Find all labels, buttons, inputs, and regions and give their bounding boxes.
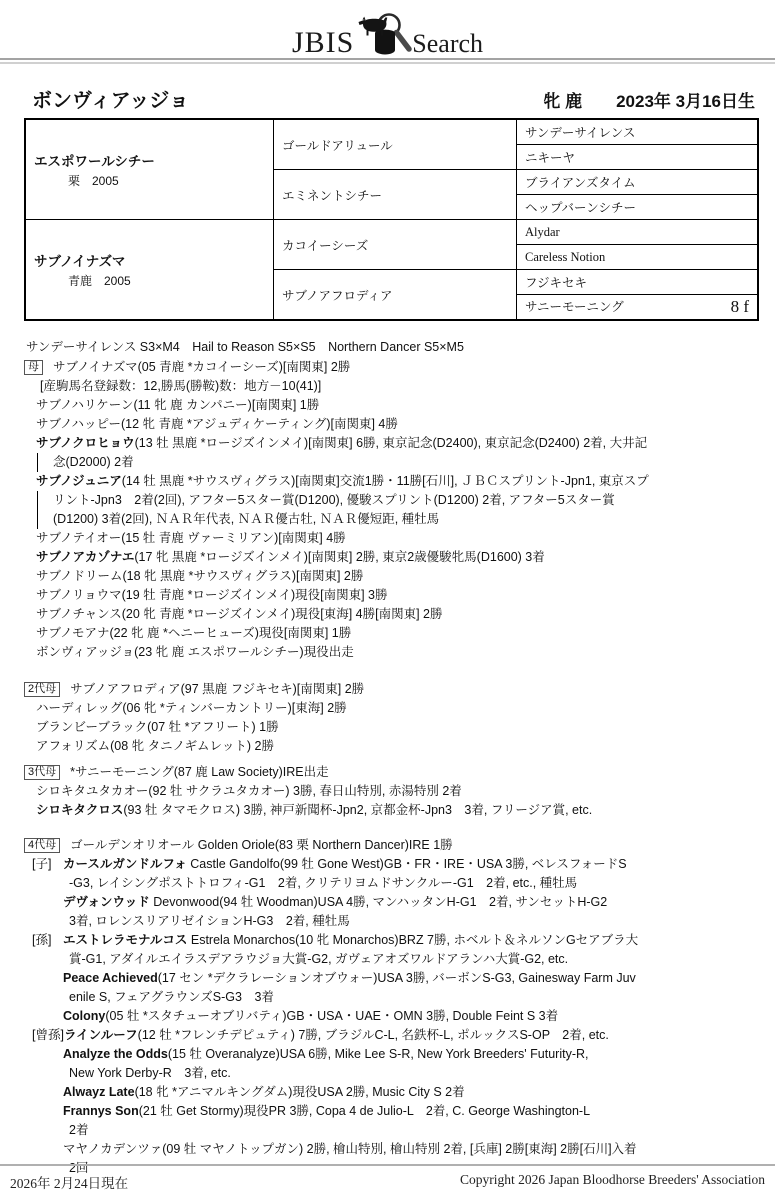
offspring-line: Alwayz Late(18 牝 *アニマルキングダム)現役USA 2勝, Music City S 2着 (63, 1085, 465, 1099)
section-head (24, 680, 755, 699)
horse-name-bold: シロキタクロス (36, 803, 124, 817)
relation-label: [子] (32, 857, 52, 871)
section-label-badge: 4代母 (24, 838, 60, 853)
ancestor-coat-year: 青鹿 2005 (68, 274, 131, 288)
offspring-line: [曾孫]ラインルーフ(12 牡 *フレンチデピュティ) 7勝, ブラジルC-L, 名鉄杯-L, ポルックスS-OP 2着, etc. (24, 1026, 755, 1045)
horse-name-bold: Colony (63, 1009, 106, 1023)
offspring-line: サブノモアナ(22 牝 鹿 *ヘニーヒューズ)現役[南関東] 1勝 (36, 626, 352, 640)
inbreeding-line: サンデーサイレンス S3×M4 Hail to Reason S5×S5 Northern Dancer S5×M5 (26, 340, 464, 354)
ink-pot-body-icon (375, 33, 395, 55)
offspring-line: シロキタクロス(93 牡 タマモクロス) 3勝, 神戸新聞杯-Jpn2, 京都金杯-Jpn3 3着, フリージア賞, etc. (36, 803, 593, 817)
pedigree-cell-grandparent: フジキセキ (517, 270, 759, 295)
logo-search-text: Search (412, 29, 484, 58)
offspring-line: Colony(05 牡 *スタチューオブリバティ)GB・USA・UAE・OMN 3勝, Double Feint S 3着 (63, 1009, 559, 1023)
offspring-line: アフォリズム(08 牝 タニノギムレット) 2勝 (36, 739, 274, 753)
offspring-line: サブノクロヒョウ(13 牡 黒鹿 *ロージズインメイ)[南関東] 6勝, 東京記念(D2400), 東京記念(D2400) 2着, 大井記 (36, 436, 648, 450)
section-3代母 (24, 763, 755, 820)
as-of-date: 2026年 2月24日現在 (10, 1176, 129, 1191)
relation-label: [曾孫] (32, 1028, 64, 1042)
continuation-line: (D1200) 3着(2回), ＮＡＲ年代表, ＮＡＲ優古牡, ＮＡＲ優短距, 種牡馬 (24, 510, 755, 529)
pedigree-cell-grandparent: ヘップバーンシチー (517, 195, 759, 220)
section-母 (24, 358, 755, 662)
section-head-text: ゴールデンオリオール Golden Oriole(83 栗 Northern Dancer)IRE 1勝 (70, 838, 453, 852)
horse-name-bold: サブノアカゾナエ (36, 550, 135, 564)
section-head (24, 763, 755, 782)
magnifier-handle-icon (397, 33, 410, 50)
horse-icon (359, 17, 388, 36)
title-bar (24, 84, 755, 110)
offspring-line: サブノリョウマ(19 牡 青鹿 *ロージズインメイ)現役[南関東] 3勝 (36, 588, 388, 602)
pedigree-cell-grandparent: Alydar (517, 220, 759, 245)
section-label-badge: 3代母 (24, 765, 60, 780)
offspring-line: サブノハッピー(12 牝 青鹿 *アジュディケーティング)[南関東] 4勝 (36, 417, 398, 431)
offspring-line: ハーディレッグ(06 牝 *ティンバーカントリー)[東海] 2勝 (36, 701, 347, 715)
pedigree-cell-grandparent: サンデーサイレンス (517, 119, 759, 145)
horse-name-bold: Analyze the Odds (63, 1047, 168, 1061)
continuation-line: 賞-G1, アダイルエイラスデアラウジョ大賞-G2, ガヴェアオズワルドアランハ大賞-G2, etc. (69, 952, 569, 966)
horse-name-bold: エストレラモナルコス (63, 933, 188, 947)
logo-horse-magnifier-icon (351, 12, 419, 60)
jbis-logo (0, 0, 775, 58)
horse-name-bold: サブノジュニア (36, 474, 122, 488)
offspring-sections (24, 358, 755, 1178)
pedigree-cell-grandparent: ニキーヤ (517, 145, 759, 170)
offspring-line: Peace Achieved(17 セン *デクラレーションオブウォー)USA 3勝, バーボンS-G3, Gainesway Farm Juv (63, 971, 636, 985)
offspring-line: ボンヴィアッジョ(23 牝 鹿 エスポワールシチー)現役出走 (36, 645, 354, 659)
section-label-badge: 母 (24, 360, 43, 375)
pedigree-cell-grandparent: ブライアンズタイム (517, 170, 759, 195)
section-head-text: サブノイナズマ(05 青鹿 *カコイーシーズ)[南関東] 2勝 (53, 360, 351, 374)
ancestor-coat-year: 栗 2005 (68, 174, 119, 188)
horse-name-bold: デヴォンウッド (63, 895, 150, 909)
horse-name-bold: Frannys Son (63, 1104, 139, 1118)
offspring-line: シロキタユタカオー(92 牡 サクラユタカオー) 3勝, 春日山特別, 赤湯特別 2着 (36, 784, 462, 798)
pedigree-cell-parent: カコイーシーズ (274, 220, 517, 270)
section-label-badge: 2代母 (24, 682, 60, 697)
pedigree-cell-parent: サブノアフロディア (274, 270, 517, 321)
pedigree-cell-dam (25, 220, 274, 321)
pedigree-cell-parent: エミネントシチー (274, 170, 517, 220)
section-head (24, 358, 755, 377)
page-title: ボンヴィアッジョ (32, 90, 189, 112)
continuation-line: 2着 (69, 1123, 89, 1137)
continuation-line: リント-Jpn3 2着(2回), アフター5スター賞(D1200), 優駿スプリント(D1200) 2着, アフター5スター賞 (24, 491, 755, 510)
continuation-line: enile S, フェアグラウンズS-G3 3着 (69, 990, 274, 1004)
relation-label: [孫] (32, 933, 52, 947)
section-4代母 (24, 836, 755, 1178)
offspring-line: デヴォンウッド Devonwood(94 牡 Woodman)USA 4勝, マンハッタンH-G1 2着, サンセットH-G2 (63, 895, 608, 909)
logo-jbis-text: JBIS (291, 26, 355, 59)
section-2代母 (24, 680, 755, 756)
pedigree-cell-parent: ゴールドアリュール (274, 119, 517, 170)
report-body (0, 84, 775, 1178)
section-head-text: *サニーモーニング(87 鹿 Law Society)IRE出走 (70, 765, 329, 779)
horse-name-bold: サブノクロヒョウ (36, 436, 135, 450)
pedigree-table (24, 118, 759, 321)
horse-name-bold: Alwayz Late (63, 1085, 135, 1099)
family-number: 8 f (730, 297, 749, 316)
offspring-line: サブノアカゾナエ(17 牝 黒鹿 *ロージズインメイ)[南関東] 2勝, 東京2歳優駿牝馬(D1600) 3着 (36, 550, 545, 564)
continuation-line: New York Derby-R 3着, etc. (69, 1066, 231, 1080)
continuation-line: 念(D2000) 2着 (24, 453, 755, 472)
pedigree-cell-grandparent: Careless Notion (517, 245, 759, 270)
offspring-line: ブランビーブラック(07 牡 *アフリート) 1勝 (36, 720, 279, 734)
ancestor-name: サブノイナズマ (34, 254, 126, 269)
birth-date-label: 2023年 3月16日生 (616, 92, 755, 111)
offspring-line: [子] カースルガンドルフォ Castle Gandolfo(99 牡 Gone West)GB・FR・IRE・USA 3勝, ベレスフォードS (24, 855, 755, 874)
continuation-line: -G3, レイシングポストトロフィ-G1 2着, クリテリヨムドサンクルー-G1 2着, etc., 種牡馬 (69, 876, 578, 890)
footer-bar (0, 1164, 775, 1200)
offspring-line: サブノチャンス(20 牝 青鹿 *ロージズインメイ)現役[東海] 4勝[南関東] 2勝 (36, 607, 443, 621)
continuation-line: 2回 (69, 1161, 89, 1175)
pedigree-table-slot (24, 118, 755, 321)
section-head-text: サブノアフロディア(97 黒鹿 フジキセキ)[南関東] 2勝 (70, 682, 365, 696)
offspring-line: [産駒馬名登録数：12,勝馬(勝鞍)数：地方－10(41)] (40, 379, 322, 393)
continuation-line: 3着, ロレンスリアリゼイションH-G3 2着, 種牡馬 (69, 914, 350, 928)
offspring-line: サブノジュニア(14 牡 黒鹿 *サウスヴィグラス)[南関東]交流1勝・11勝[石川], ＪＢＣスプリント-Jpn1, 東京スプ (36, 474, 649, 488)
horse-name-bold: Peace Achieved (63, 971, 158, 985)
offspring-line: サブノハリケーン(11 牝 鹿 カンパニー)[南関東] 1勝 (36, 398, 320, 412)
offspring-line: マヤノカデンツァ(09 牡 マヤノトップガン) 2勝, 檜山特別, 檜山特別 2着, [兵庫] 2勝[東海] 2勝[石川]入着 (63, 1142, 637, 1156)
offspring-line: Analyze the Odds(15 牡 Overanalyze)USA 6勝, Mike Lee S-R, New York Breeders' Futurity-R, (63, 1047, 589, 1061)
offspring-line: Frannys Son(21 牡 Get Stormy)現役PR 3勝, Copa 4 de Julio-L 2着, C. George Washington-L (63, 1104, 591, 1118)
offspring-line: サブノドリーム(18 牝 黒鹿 *サウスヴィグラス)[南関東] 2勝 (36, 569, 364, 583)
horse-name-bold: ラインルーフ (63, 1028, 138, 1042)
offspring-line: [孫] エストレラモナルコス Estrela Monarchos(10 牝 Monarchos)BRZ 7勝, ホベルト＆ネルソンGセアブラ大 (24, 931, 755, 950)
ancestor-name: エスポワールシチー (34, 154, 155, 169)
offspring-line: サブノテイオー(15 牡 青鹿 ヴァーミリアン)[南関東] 4勝 (36, 531, 346, 545)
copyright-text: Copyright 2026 Japan Bloodhorse Breeders' Association (459, 1172, 765, 1187)
pedigree-cell-sire (25, 119, 274, 220)
pedigree-cell-grandparent: サニーモーニング 8 f (517, 295, 759, 321)
section-head (24, 836, 755, 855)
horse-name-bold: カースルガンドルフォ (63, 857, 187, 871)
sex-coat-label: 牝 鹿 (543, 92, 583, 111)
